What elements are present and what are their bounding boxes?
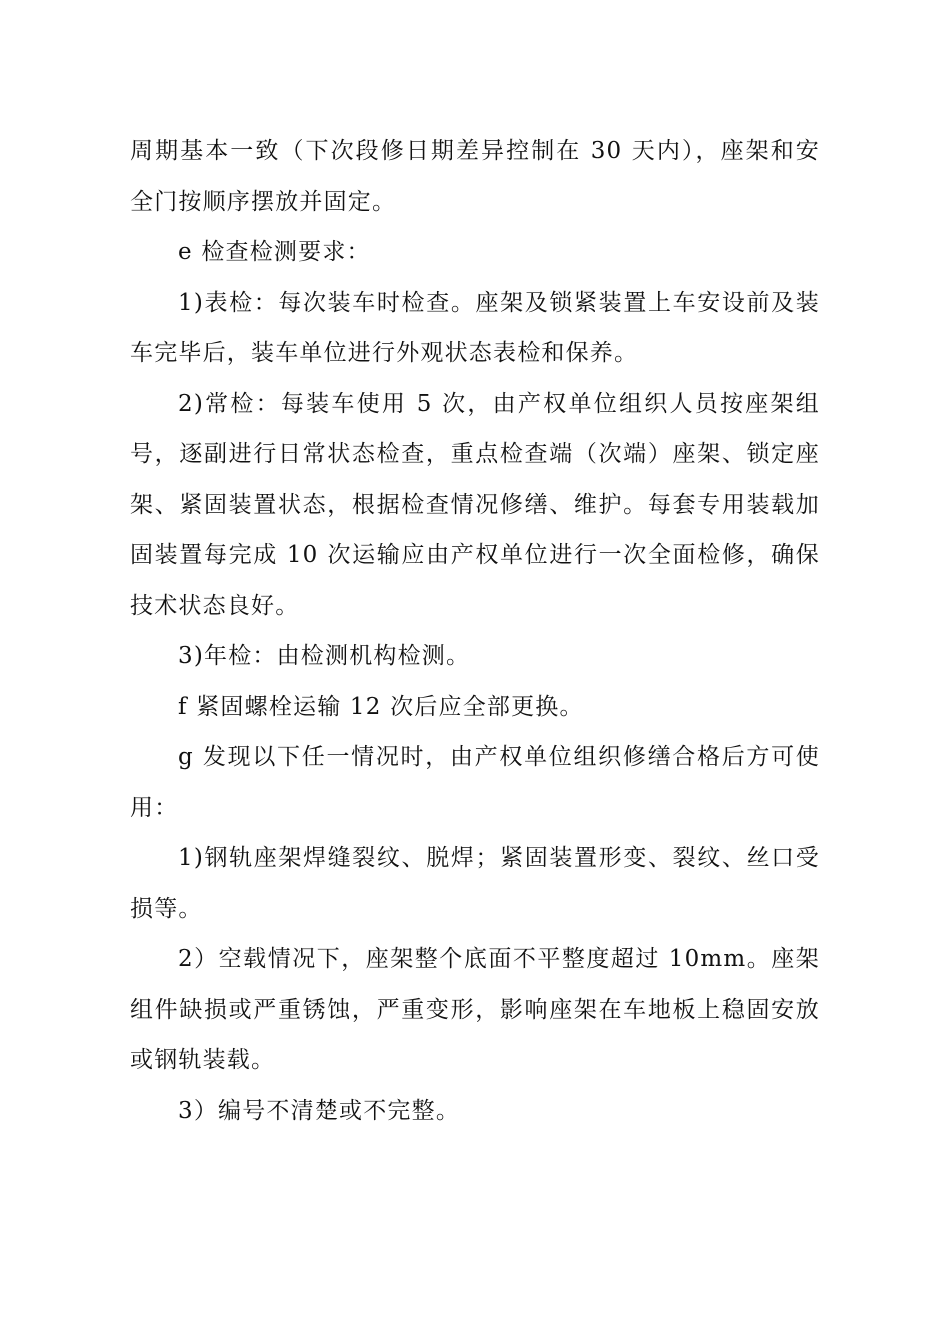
paragraph-inspection-requirements: e 检查检测要求：: [178, 239, 371, 265]
paragraph-cycle-continuation: 周期基本一致（下次段修日期差异控制在 30 天内），座架和安全门按顺序摆放并固定。: [130, 138, 820, 215]
paragraph-repair-conditions: g 发现以下任一情况时，由产权单位组织修缮合格后方可使用：: [130, 744, 820, 821]
document-body: [130, 126, 820, 1136]
paragraph-condition-2: 2）空载情况下，座架整个底面不平整度超过 10mm。座架组件缺损或严重锈蚀，严重变形，影响座架在车地板上稳固安放或钢轨装载。: [130, 946, 820, 1073]
paragraph-bolt-replacement: f 紧固螺栓运输 12 次后应全部更换。: [178, 693, 584, 720]
paragraph-condition-3: 3）编号不清楚或不完整。: [178, 1097, 461, 1124]
paragraph-routine-check: 2)常检：每装车使用 5 次，由产权单位组织人员按座架组号，逐副进行日常状态检查，重点检查端（次端）座架、锁定座架、紧固装置状态，根据检查情况修缮、维护。每套专用装载加固装置每完成 10 次运输应由产权单位进行一次全面检修，确保技术状态良好。: [130, 390, 820, 619]
paragraph-surface-check: 1)表检：每次装车时检查。座架及锁紧装置上车安设前及装车完毕后，装车单位进行外观状态表检和保养。: [130, 289, 820, 366]
paragraph-annual-check: 3)年检：由检测机构检测。: [178, 643, 471, 669]
paragraph-condition-1: 1)钢轨座架焊缝裂纹、脱焊；紧固装置形变、裂纹、丝口受损等。: [130, 845, 820, 922]
